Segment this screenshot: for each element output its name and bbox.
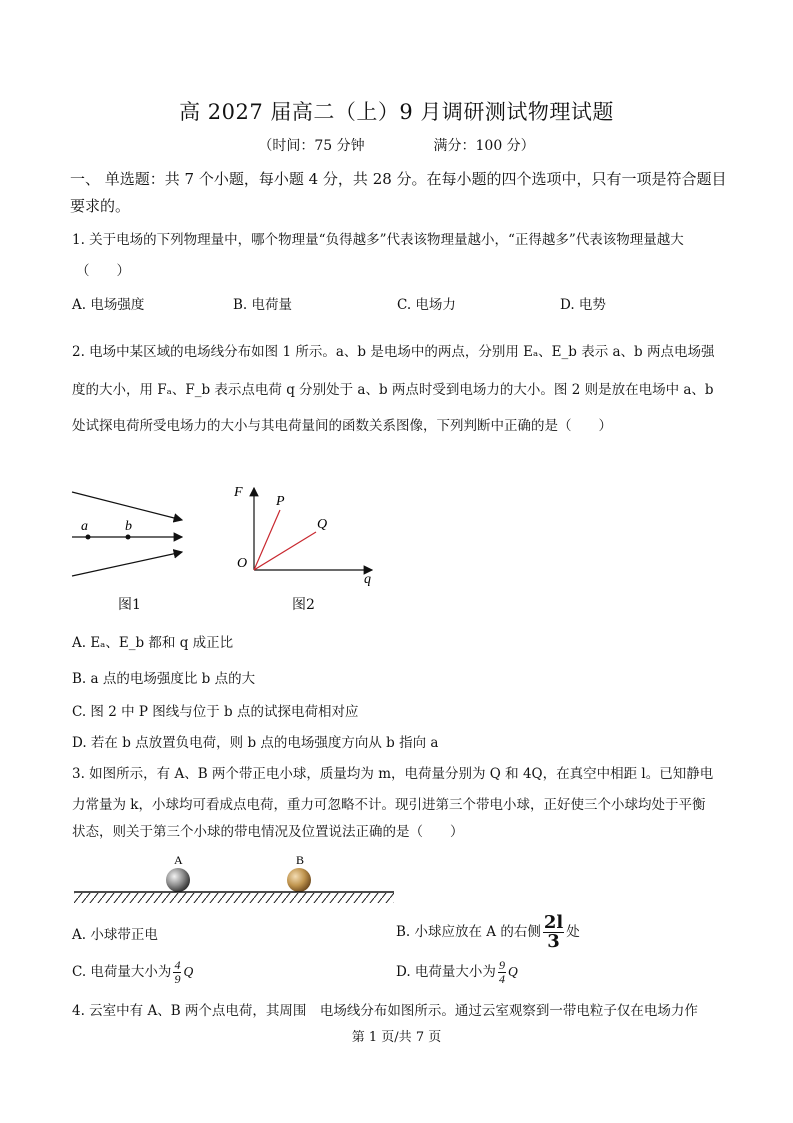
field-line-top <box>72 492 182 520</box>
full-score: 满分：100 分） <box>433 138 535 154</box>
figure-1-field-lines <box>60 480 200 590</box>
q3-option-d-fraction <box>498 959 506 986</box>
fraction-numerator: 2l <box>543 912 564 933</box>
q2-option-a[interactable]: A. Eₐ、E_b 都和 q 成正比 <box>72 635 234 651</box>
q1-option-a[interactable]: A. 电场强度 <box>72 297 145 313</box>
ball-b-label: B <box>296 853 305 867</box>
line-q <box>254 532 316 570</box>
ball-a-label: A <box>174 853 183 867</box>
question-1-paren: （ ） <box>76 263 130 279</box>
q3-option-d[interactable] <box>396 955 518 989</box>
q1-option-d[interactable]: D. 电势 <box>560 297 606 313</box>
label-q-line: Q <box>317 517 328 532</box>
figure-3-balls <box>70 848 400 910</box>
question-1-stem: 1. 关于电场的下列物理量中，哪个物理量“负得越多”代表该物理量越小，“正得越多”代表该物理量越大 <box>72 232 684 248</box>
fraction-denominator: 4 <box>498 972 505 986</box>
q2-option-c[interactable]: C. 图 2 中 P 图线与位于 b 点的试探电荷相对应 <box>72 704 359 720</box>
q3-option-b[interactable] <box>396 914 580 951</box>
figure-2-fq-graph <box>228 478 378 588</box>
line-p <box>254 510 280 570</box>
axis-label-q: q <box>364 572 371 587</box>
q1-option-c[interactable]: C. 电场力 <box>397 297 456 313</box>
exam-info <box>0 135 793 155</box>
point-b <box>126 535 131 540</box>
q3-option-d-suffix: Q <box>507 964 518 979</box>
q3-option-b-suffix: 处 <box>566 924 580 940</box>
label-p: P <box>276 494 285 509</box>
fraction-numerator: 9 <box>498 958 505 972</box>
ball-b <box>287 868 311 892</box>
q1-option-b[interactable]: B. 电荷量 <box>233 297 293 313</box>
q3-option-c-suffix: Q <box>183 964 194 979</box>
question-4-line1: 4. 云室中有 A、B 两个点电荷，其周围 电场线分布如图所示。通过云室观察到一带电粒子仅在电场力作 <box>72 1003 698 1019</box>
question-2-line3: 处试探电荷所受电场力的大小与其电荷量间的函数关系图像，下列判断中正确的是（ ） <box>72 418 612 434</box>
label-b: b <box>125 519 132 534</box>
q2-option-d[interactable]: D. 若在 b 点放置负电荷，则 b 点的电场强度方向从 b 指向 a <box>72 735 439 751</box>
question-2-line2: 度的大小，用 Fₐ、F_b 表示点电荷 q 分别处于 a、b 两点时受到电场力的大小。图 2 则是放在电场中 a、b <box>72 382 714 398</box>
page-title: 高 2027 届高二（上）9 月调研测试物理试题 <box>179 100 614 124</box>
field-line-bottom <box>72 552 182 576</box>
time-limit: （时间：75 分钟 <box>258 138 365 154</box>
page-footer: 第 1 页/共 7 页 <box>351 1030 442 1045</box>
figure-2-caption: 图2 <box>292 597 315 613</box>
question-3-line2: 力常量为 k，小球均可看成点电荷，重力可忽略不计。现引进第三个带电小球，正好使三个小球均处于平衡 <box>72 797 706 813</box>
q3-option-c-text: C. 电荷量大小为 <box>72 964 172 980</box>
fraction-denominator: 3 <box>547 931 560 952</box>
point-a <box>86 535 91 540</box>
axis-label-f: F <box>234 485 243 500</box>
question-3-line1: 3. 如图所示，有 A、B 两个带正电小球，质量均为 m，电荷量分别为 Q 和 4Q，在真空中相距 l。已知静电 <box>72 766 714 782</box>
question-2-line1: 2. 电场中某区域的电场线分布如图 1 所示。a、b 是电场中的两点，分别用 Eₐ、E_b 表示 a、b 两点电场强 <box>72 344 715 360</box>
q3-option-a[interactable]: A. 小球带正电 <box>72 927 158 943</box>
question-3-line3: 状态，则关于第三个小球的带电情况及位置说法正确的是（ ） <box>72 824 464 840</box>
q3-option-b-text: B. 小球应放在 A 的右侧 <box>396 924 541 940</box>
q3-option-d-text: D. 电荷量大小为 <box>396 964 496 980</box>
ground-hatching <box>74 893 394 903</box>
fraction-denominator: 9 <box>174 972 181 986</box>
figure-1-caption: 图1 <box>118 597 141 613</box>
q3-option-b-fraction <box>543 914 564 951</box>
label-a: a <box>81 519 88 534</box>
fraction-numerator: 4 <box>174 958 181 972</box>
origin-label: O <box>237 556 248 571</box>
q2-option-b[interactable]: B. a 点的电场强度比 b 点的大 <box>72 671 256 687</box>
q3-option-c-fraction <box>173 959 181 986</box>
section-heading: 一、 单选题：共 7 个小题，每小题 4 分，共 28 分。在每小题的四个选项中，只有一项是符合题目要求的。 <box>70 170 727 215</box>
q3-option-c[interactable] <box>72 955 193 989</box>
ball-a <box>166 868 190 892</box>
